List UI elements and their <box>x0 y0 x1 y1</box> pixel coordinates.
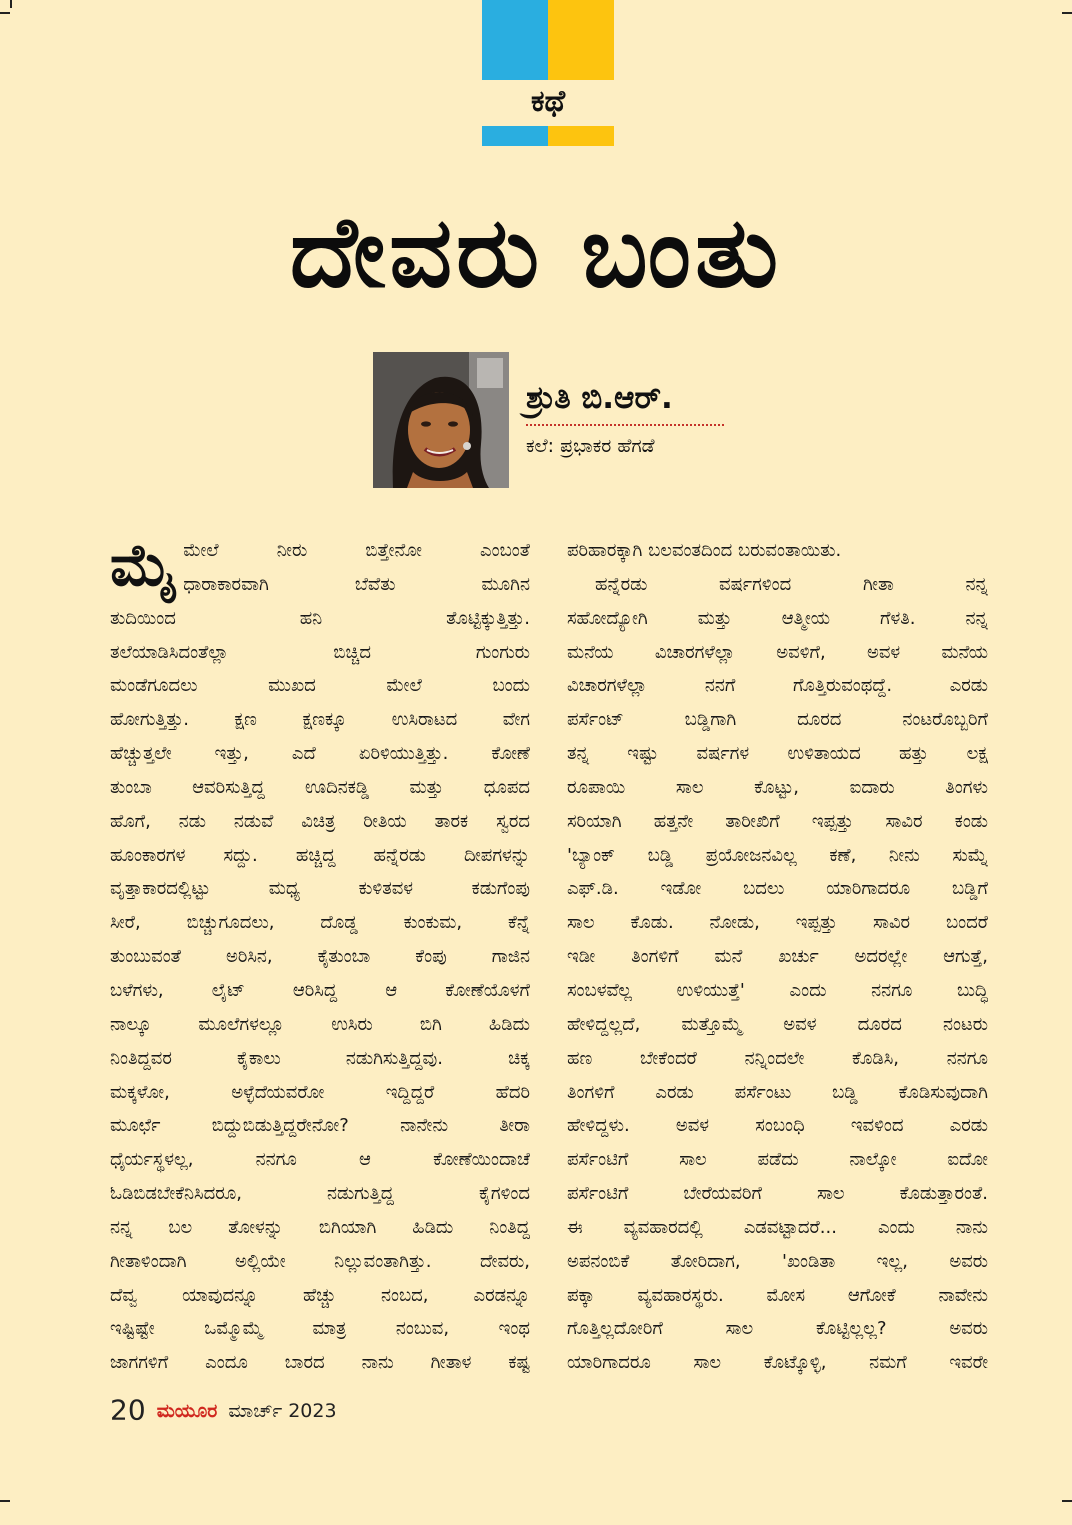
body-line: ಮಂಡೆಗೂದಲು ಮುಖದ ಮೇಲೆ ಬಂದು <box>110 675 530 697</box>
body-line: ವೃತ್ತಾಕಾರದಲ್ಲಿಟ್ಟು ಮಧ್ಯ ಕುಳಿತವಳ ಕಡುಗೆಂಪು <box>110 878 530 900</box>
body-line: ಮನೆಯ ವಿಚಾರಗಳೆಲ್ಲಾ ಅವಳಿಗೆ, ಅವಳ ಮನೆಯ <box>567 641 988 663</box>
magazine-name: ಮಯೂರ <box>156 1399 218 1422</box>
body-line: ಪರಿಹಾರಕ್ಕಾಗಿ ಬಲವಂತದಿಂದ ಬರುವಂತಾಯಿತು. <box>567 540 842 561</box>
body-line: ಹೊಗೆ, ನಡು ನಡುವೆ ವಿಚಿತ್ರ ರೀತಿಯ ತಾರಕ ಸ್ವರದ <box>110 810 530 832</box>
body-line: ತುದಿಯಿಂದ ಹನಿ ತೊಟ್ಟಿಕ್ಕುತ್ತಿತ್ತು. <box>110 607 530 629</box>
body-line: ಪರ್ಸೆಂಟಿಗೆ ಸಾಲ ಪಡೆದು ನಾಲ್ಕೋ ಐದೋ <box>567 1149 988 1171</box>
author-portrait-image <box>373 352 509 488</box>
body-line: ವಿಚಾರಗಳೆಲ್ಲಾ ನನಗೆ ಗೊತ್ತಿರುವಂಥದ್ದೆ. ಎರಡು <box>567 675 988 697</box>
article-title: ದೇವರು ಬಂತು <box>289 196 783 310</box>
body-line: ಸೀರೆ, ಬಿಚ್ಚುಗೂದಲು, ದೊಡ್ಡ ಕುಂಕುಮ, ಕೆನ್ನೆ <box>110 912 530 934</box>
body-line: ಇಷ್ಟಿಷ್ಟೇ ಒಮ್ಮೊಮ್ಮೆ ಮಾತ್ರ ನಂಬುವ, ಇಂಥ <box>110 1318 530 1340</box>
crop-mark-bottom-left <box>0 1500 10 1502</box>
body-line: ದೆವ್ವ ಯಾವುದನ್ನೂ ಹೆಚ್ಚು ನಂಬದ, ಎರಡನ್ನೂ <box>110 1284 530 1306</box>
body-line: ಹೂಂಕಾರಗಳ ಸದ್ದು. ಹಚ್ಚಿದ್ದ ಹನ್ನೆರಡು ದೀಪಗಳನ್ನು <box>110 844 530 866</box>
body-line: ಸಂಬಳವೆಲ್ಲ ಉಳಿಯುತ್ತೆ' ಎಂದು ನನಗೂ ಬುದ್ಧಿ <box>567 979 988 1001</box>
body-line: ಈ ವ್ಯವಹಾರದಲ್ಲಿ ಎಡವಟ್ಟಾದರೆ... ಎಂದು ನಾನು <box>567 1216 988 1238</box>
body-line: ರೂಪಾಯಿ ಸಾಲ ಕೊಟ್ಟು, ಐದಾರು ತಿಂಗಳು <box>567 776 988 798</box>
body-line: ಮಕ್ಕಳೋ, ಅಳ್ಳೆದೆಯವರೋ ಇದ್ದಿದ್ದರೆ ಹೆದರಿ <box>110 1081 530 1103</box>
body-line: ಸರಿಯಾಗಿ ಹತ್ತನೇ ತಾರೀಖಿಗೆ ಇಪ್ಪತ್ತು ಸಾವಿರ ಕಂಡು <box>567 810 988 832</box>
body-line: ಓಡಿಬಿಡಬೇಕೆನಿಸಿದರೂ, ನಡುಗುತ್ತಿದ್ದ ಕೈಗಳಿಂದ <box>110 1183 530 1205</box>
body-line: ತುಂಬಾ ಆವರಿಸುತ್ತಿದ್ದ ಊದಿನಕಡ್ಡಿ ಮತ್ತು ಧೂಪದ <box>110 776 530 798</box>
body-column-right <box>567 534 988 1380</box>
body-line: 'ಬ್ಯಾಂಕ್ ಬಡ್ಡಿ ಪ್ರಯೋಜನವಿಲ್ಲ ಕಣೆ, ನೀನು ಸುಮ್ನೆ <box>567 844 988 866</box>
illustration-credit: ಕಲೆ: ಪ್ರಭಾಕರ ಹೆಗಡೆ <box>526 435 655 457</box>
section-tab <box>482 0 614 150</box>
author-name: ಶ್ರುತಿ ಬಿ.ಆರ್. <box>526 380 673 416</box>
body-line: ಬಳೆಗಳು, ಲೈಟ್ ಆರಿಸಿದ್ದ ಆ ಕೋಣೆಯೊಳಗೆ <box>110 979 530 1001</box>
body-line: ನಾಲ್ಕೂ ಮೂಲೆಗಳಲ್ಲೂ ಉಸಿರು ಬಿಗಿ ಹಿಡಿದು <box>110 1013 530 1035</box>
body-line: ಎಫ್.ಡಿ. ಇಡೋ ಬದಲು ಯಾರಿಗಾದರೂ ಬಡ್ಡಿಗೆ <box>567 878 988 900</box>
section-label: ಕಥೆ <box>530 84 566 119</box>
crop-mark-top-right <box>1062 12 1072 14</box>
body-line: ಹೆಚ್ಚುತ್ತಲೇ ಇತ್ತು, ಎದೆ ಏರಿಳಿಯುತ್ತಿತ್ತು. ಕೋಣೆ <box>110 743 530 765</box>
body-line: ಹೋಗುತ್ತಿತ್ತು. ಕ್ಷಣ ಕ್ಷಣಕ್ಕೂ ಉಸಿರಾಟದ ವೇಗ <box>110 709 530 731</box>
tab-blue-block <box>482 0 548 80</box>
body-line: ಪಕ್ಕಾ ವ್ಯವಹಾರಸ್ಥರು. ಮೋಸ ಆಗೋಕೆ ನಾವೇನು <box>567 1284 988 1306</box>
body-line: ಪರ್ಸೆಂಟ್ ಬಡ್ಡಿಗಾಗಿ ದೂರದ ನಂಟರೊಬ್ಬರಿಗೆ <box>567 709 988 731</box>
body-line: ಇಡೀ ತಿಂಗಳಿಗೆ ಮನೆ ಖರ್ಚು ಅದರಲ್ಲೇ ಆಗುತ್ತೆ, <box>567 946 988 968</box>
author-divider <box>526 424 724 426</box>
body-line: ಧೈರ್ಯಸ್ಥಳಲ್ಲ, ನನಗೂ ಆ ಕೋಣೆಯಿಂದಾಚೆ <box>110 1149 530 1171</box>
tab-yellow-strip <box>548 126 614 146</box>
issue-date: ಮಾರ್ಚ್ 2023 <box>228 1399 337 1422</box>
body-line: ನಿಂತಿದ್ದವರ ಕೈಕಾಲು ನಡುಗಿಸುತ್ತಿದ್ದವು. ಚಿಕ್ಕ <box>110 1047 530 1069</box>
crop-mark-top-left-vertical <box>10 0 12 8</box>
author-photo <box>373 352 509 488</box>
body-line: ಸಾಲ ಕೊಡು. ನೋಡು, ಇಪ್ಪತ್ತು ಸಾವಿರ ಬಂದರೆ <box>567 912 988 934</box>
body-line: ಮೂರ್ಛೆ ಬಿದ್ದುಬಿಡುತ್ತಿದ್ದರೇನೋ? ನಾನೇನು ತೀರಾ <box>110 1115 530 1137</box>
body-line: ಹೇಳಿದ್ದಲ್ಲದೆ, ಮತ್ತೊಮ್ಮೆ ಅವಳ ದೂರದ ನಂಟರು <box>567 1013 988 1035</box>
drop-cap: ಮೈ <box>110 531 178 599</box>
body-line: ಹನ್ನೆರಡು ವರ್ಷಗಳಿಂದ ಗೀತಾ ನನ್ನ <box>595 573 988 595</box>
body-line: ಹಣ ಬೇಕೆಂದರೆ ನನ್ನಿಂದಲೇ ಕೊಡಿಸಿ, ನನಗೂ <box>567 1047 988 1069</box>
body-line: ಹೇಳಿದ್ದಳು. ಅವಳ ಸಂಬಂಧಿ ಇವಳಿಂದ ಎರಡು <box>567 1115 988 1137</box>
body-line: ಪರ್ಸೆಂಟಿಗೆ ಬೇರೆಯವರಿಗೆ ಸಾಲ ಕೊಡುತ್ತಾರಂತೆ. <box>567 1183 988 1205</box>
body-line: ತಿಂಗಳಿಗೆ ಎರಡು ಪರ್ಸೆಂಟು ಬಡ್ಡಿ ಕೊಡಿಸುವುದಾಗಿ <box>567 1081 988 1103</box>
body-line: ಜಾಗಗಳಿಗೆ ಎಂದೂ ಬಾರದ ನಾನು ಗೀತಾಳ ಕಷ್ಟ <box>110 1352 530 1374</box>
body-line: ಗೀತಾಳಿಂದಾಗಿ ಅಲ್ಲಿಯೇ ನಿಲ್ಲುವಂತಾಗಿತ್ತು. ದೇವರು, <box>110 1250 530 1272</box>
body-line: ಗೊತ್ತಿಲ್ಲದೋರಿಗೆ ಸಾಲ ಕೊಟ್ಟಿಲ್ಲಲ್ಲ? ಅವರು <box>567 1318 988 1340</box>
tab-yellow-block <box>548 0 614 80</box>
body-column-left <box>110 531 530 1380</box>
body-line: ತಲೆಯಾಡಿಸಿದಂತೆಲ್ಲಾ ಬಿಚ್ಚಿದ ಗುಂಗುರು <box>110 641 530 663</box>
tab-blue-strip <box>482 126 548 146</box>
body-line: ಯಾರಿಗಾದರೂ ಸಾಲ ಕೊಟ್ಕೊಳ್ಳಿ, ನಮಗೆ ಇವರೇ <box>567 1352 988 1374</box>
crop-mark-bottom-right <box>1062 1500 1072 1502</box>
body-line: ಮೇಲೆ ನೀರು ಬಿತ್ತೇನೋ ಎಂಬಂತೆ <box>183 540 530 561</box>
body-line: ತುಂಬುವಂತೆ ಅರಿಸಿನ, ಕೈತುಂಬಾ ಕೆಂಪು ಗಾಜಿನ <box>110 946 530 968</box>
body-line: ಅಪನಂಬಿಕೆ ತೋರಿದಾಗ, 'ಖಂಡಿತಾ ಇಲ್ಲ, ಅವರು <box>567 1250 988 1272</box>
page-footer <box>110 1392 337 1429</box>
body-line: ಧಾರಾಕಾರವಾಗಿ ಬೆವೆತು ಮೂಗಿನ <box>183 573 530 595</box>
body-line: ಸಹೋದ್ಯೋಗಿ ಮತ್ತು ಆತ್ಮೀಯ ಗೆಳತಿ. ನನ್ನ <box>567 607 988 629</box>
body-line: ನನ್ನ ಬಲ ತೋಳನ್ನು ಬಿಗಿಯಾಗಿ ಹಿಡಿದು ನಿಂತಿದ್ದ <box>110 1216 530 1238</box>
page-number: 20 <box>110 1393 146 1427</box>
body-line: ತನ್ನ ಇಷ್ಟು ವರ್ಷಗಳ ಉಳಿತಾಯದ ಹತ್ತು ಲಕ್ಷ <box>567 743 988 765</box>
crop-mark-top-left <box>0 12 10 14</box>
